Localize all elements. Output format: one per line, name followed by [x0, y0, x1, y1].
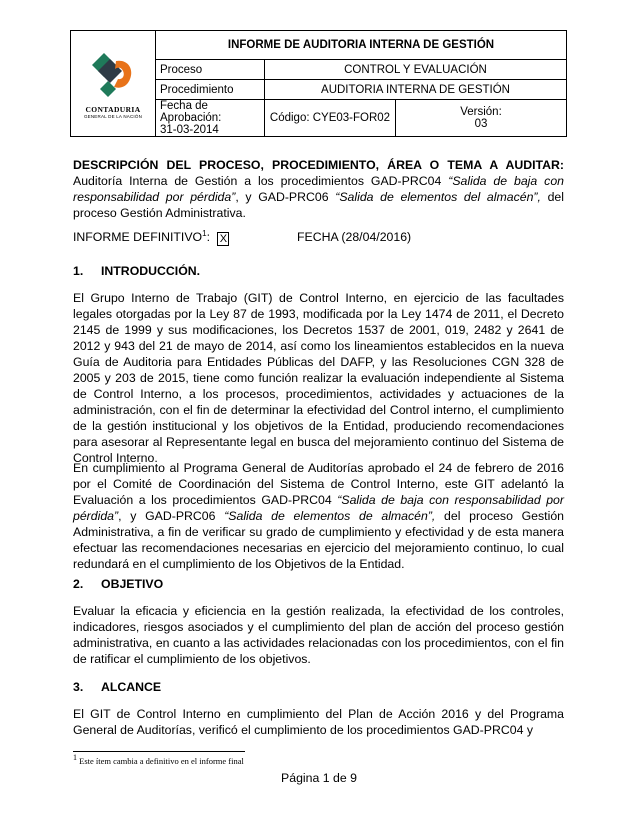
footnote-ref: 1: [202, 228, 207, 238]
footnote-text: Este ítem cambia a definitivo en el informe final: [77, 756, 244, 766]
descripcion-text-3: del proceso Gestión Administrativa.: [73, 190, 564, 220]
footnote-divider: [73, 751, 245, 752]
introduccion-text-2b: , y GAD-PRC06: [118, 509, 225, 523]
section-title: INTRODUCCIÓN.: [101, 264, 201, 278]
section-objetivo-heading: [73, 577, 163, 591]
descripcion-text-1: Auditoría Interna de Gestión a los procedimientos GAD-PRC04: [73, 174, 449, 188]
informe-fecha: FECHA (28/04/2016): [297, 230, 412, 244]
logo-cell: [71, 31, 156, 137]
introduccion-paragraph-2: [73, 460, 564, 572]
contaduria-logo: [71, 35, 155, 133]
informe-definitivo-label: INFORME DEFINITIVO: [73, 230, 203, 244]
section-number: 2.: [73, 577, 84, 591]
page-number: Página 1 de 9: [281, 771, 357, 785]
informe-definitivo-line: [73, 230, 229, 246]
objetivo-text: Evaluar la eficacia y eficiencia en la gestión realizada, la efectividad de los controles, indicadores, riesgos asociados y el cumplimiento del plan de acción del proceso gestión administrativa, en cuanto a las actividades relacionadas con los procedimientos, con el fin de ratificar el cumplimiento de los objetivos.: [73, 604, 564, 666]
procedimiento-label: Procedimiento: [156, 80, 265, 100]
proceso-value: CONTROL Y EVALUACIÓN: [265, 60, 567, 80]
section-number: 3.: [73, 680, 84, 694]
introduccion-italic-2a: “Salida de baja con responsabilidad por pérdida”: [73, 493, 564, 523]
alcance-text: El GIT de Control Interno en cumplimiento del Plan de Acción 2016 y del Programa General de Auditorías, verificó el cumplimiento de los procedimientos GAD-PRC04 y: [73, 707, 564, 737]
section-title: OBJETIVO: [101, 577, 164, 591]
logo-name: CONTADURIA: [85, 104, 141, 114]
contaduria-emblem-icon: [90, 47, 136, 103]
introduccion-text-1: El Grupo Interno de Trabajo (GIT) de Control Interno, en ejercicio de las facultades legales otorgadas por la Ley 87 de 1993, modificada por la Ley 1474 de 2011, el Decreto 2145 de 1999 y sus modificaciones, los Decretos 1537 de 2001, 019, 2482 y 2641 de 2012 y 943 del 21 de mayo de 2014, así como los lineamientos establecidos en la nueva Guía de Auditoria para Entidades Públicas del DAFP, y las Resoluciones CGN 328 de 2005 y 203 de 2015, tiene como función realizar la evaluación independiente al Sistema de Control Interno, a los procesos, procedimientos, actividades y actuaciones de la administración, con el fin de determinar la efectividad del Control interno, el cumplimiento de la gestión institucional y los objetivos de la Entidad, produciendo recomendaciones para asesorar al Representante legal en busca del mejoramiento continuo del Sistema de Control Interno.: [73, 291, 564, 465]
section-number: 1.: [73, 264, 84, 278]
codigo-value: Código: CYE03-FOR02: [265, 100, 396, 137]
document-header-table: [70, 30, 567, 137]
footnote-number: 1: [73, 753, 77, 763]
fecha-aprobacion-cell: [156, 100, 265, 137]
objetivo-paragraph: [73, 603, 564, 667]
introduccion-text-2c: del proceso Gestión Administrativa, a fin de verificar su grado de cumplimiento y efectividad y de esta manera efectuar las recomendaciones necesarias en ejercicio del mejoramiento continuo, lo cual redundará en el cumplimiento de los Objetivos de la Entidad.: [73, 509, 564, 571]
descripcion-paragraph: [73, 157, 564, 221]
version-cell: [396, 100, 567, 137]
report-title: INFORME DE AUDITORIA INTERNA DE GESTIÓN: [156, 31, 567, 60]
section-alcance-heading: [73, 680, 161, 694]
fecha-aprobacion-value: 31-03-2014: [160, 124, 219, 136]
footnote: [73, 753, 244, 766]
section-title: ALCANCE: [101, 680, 162, 694]
introduccion-paragraph-1: [73, 290, 564, 466]
descripcion-italic-1: “Salida de baja con responsabilidad por pérdida”: [73, 174, 564, 204]
informe-colon: :: [206, 230, 210, 244]
version-value: 03: [474, 118, 488, 130]
section-introduccion-heading: [73, 264, 200, 278]
alcance-paragraph: [73, 706, 564, 738]
descripcion-text-2: , y GAD-PRC06: [235, 190, 336, 204]
informe-definitivo-checkbox: X: [217, 232, 229, 246]
introduccion-italic-2b: “Salida de elementos de almacén”,: [224, 509, 436, 523]
logo-subtitle: GENERAL DE LA NACIÓN: [83, 113, 143, 119]
introduccion-text-2a: En cumplimiento al Programa General de Auditorías aprobado el 24 de febrero de 2016 por el Comité de Coordinación del Sistema de Control Interno, este GIT adelantó la Evaluación a los procedimientos GAD-PRC04: [73, 461, 564, 507]
descripcion-italic-2: “Salida de elementos del almacén”,: [335, 190, 541, 204]
fecha-aprobacion-label: Fecha de Aprobación:: [160, 100, 222, 124]
proceso-label: Proceso: [156, 60, 265, 80]
descripcion-heading: DESCRIPCIÓN DEL PROCESO, PROCEDIMIENTO, ÁREA O TEMA A AUDITAR:: [73, 158, 564, 172]
version-label: Versión:: [460, 106, 502, 118]
procedimiento-value: AUDITORIA INTERNA DE GESTIÓN: [265, 80, 567, 100]
